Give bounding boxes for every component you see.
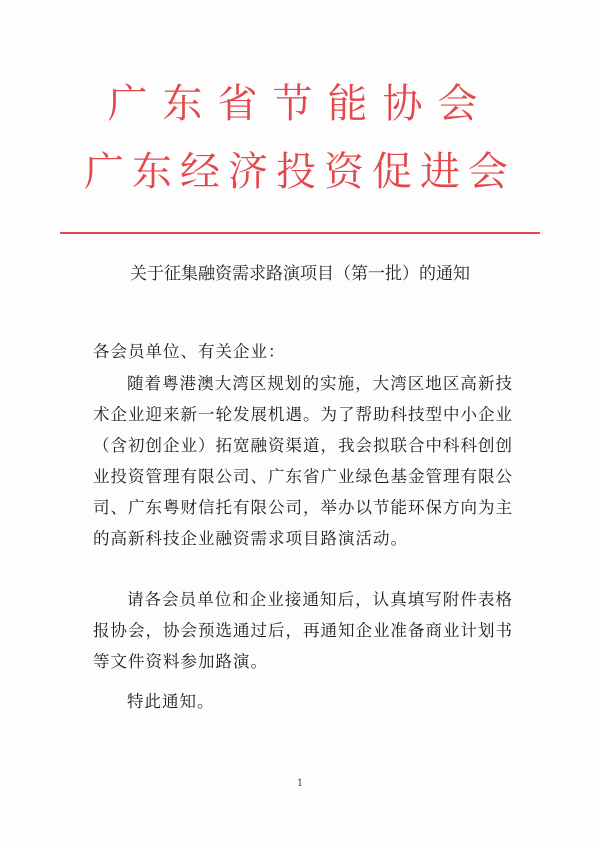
header-divider xyxy=(60,232,540,234)
body-paragraph-2: 请各会员单位和企业接通知后，认真填写附件表格报协会，协会预选通过后，再通知企业准备商业计划书等文件资料参加路演。 xyxy=(93,590,513,671)
issuer-name-primary: 广东省节能协会 xyxy=(107,81,493,127)
issuer-name-secondary: 广东经济投资促进会 xyxy=(84,149,516,195)
body-paragraph-1: 随着粤港澳大湾区规划的实施，大湾区地区高新技术企业迎来新一轮发展机遇。为了帮助科技型中小企业（含初创企业）拓宽融资渠道，我会拟联合中科科创创业投资管理有限公司、广东省广业绿色基金管理有限公司、广东粤财信托有限公司，举办以节能环保方向为主的高新科技企业融资需求项目路演活动。 xyxy=(93,374,513,548)
page-number: 1 xyxy=(296,778,304,789)
salutation: 各会员单位、有关企业： xyxy=(93,342,286,361)
notice-title: 关于征集融资需求路演项目（第一批）的通知 xyxy=(130,264,470,284)
closing-paragraph: 特此通知。 xyxy=(127,692,215,711)
